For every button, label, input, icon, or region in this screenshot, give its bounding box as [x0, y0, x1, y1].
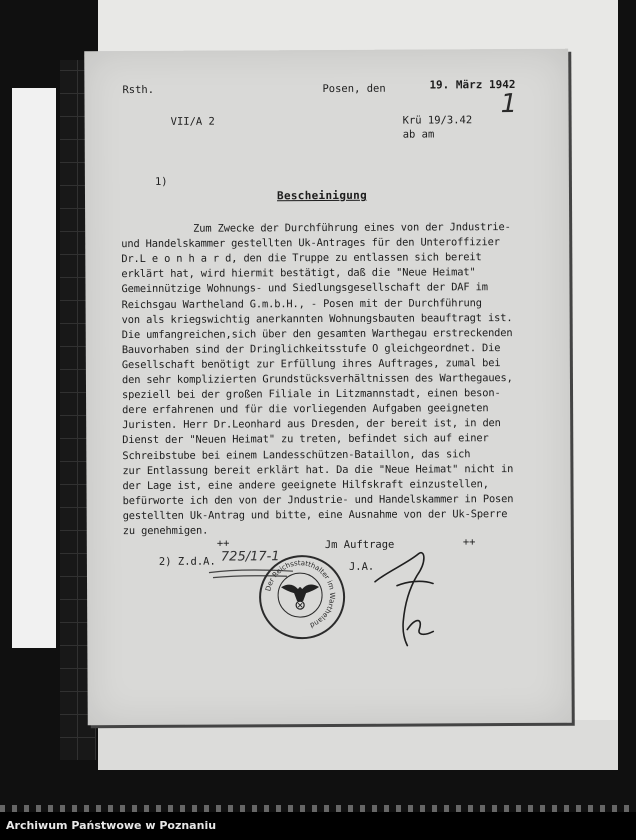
plus-right: ++: [462, 536, 476, 549]
handwritten-signature: [367, 541, 448, 651]
body-line: befürworte ich den von der Jndustrie- und Handelskammer in Posen: [122, 492, 514, 507]
body-line: Gesellschaft benötigt zur Erfüllung ihres Auftrages, zumal bei: [121, 356, 501, 371]
body-line: Gemeinnützige Wohnungs- und Siedlungsgesellschaft der DAF im: [121, 281, 488, 296]
official-stamp: [259, 555, 345, 639]
file-ref: VII/A 2: [170, 115, 215, 128]
document-title: Bescheinigung: [276, 188, 368, 203]
archive-name: Archiwum Państwowe w Poznaniu: [6, 819, 217, 832]
body-line: Bauvorhaben sind der Dringlichkeitsstufe O gleichgeordnet. Die: [121, 341, 501, 356]
stamp-text: Der Reichsstatthalter im Wartheland: [264, 559, 337, 630]
body-line: zur Entlassung bereit erklärt hat. Da die "Neue Heimat" nicht in: [122, 462, 514, 477]
zda-handwritten: 725/17-1: [220, 549, 280, 565]
handwritten-page-number: 1: [500, 89, 518, 120]
body-line: erklärt hat, wird hiermit bestätigt, daß die "Neue Heimat": [121, 266, 476, 281]
backing-paper-edge: [98, 720, 618, 770]
film-edge: [0, 805, 636, 812]
kru-ref: Krü 19/3.42: [402, 114, 473, 127]
body-line: Reichsgau Wartheland G.m.b.H., - Posen mit der Durchführung: [121, 296, 482, 311]
ab-am: ab am: [402, 128, 435, 141]
body-line: Die umfangreichen,sich über den gesamten Warthegau erstreckenden: [121, 326, 513, 341]
item-two: 2) Z.d.A.: [158, 555, 216, 568]
body-line: speziell bei der großen Filiale in Litzmannstadt, einen beson-: [122, 387, 501, 402]
light-strip: [12, 88, 56, 648]
ref-left: Rsth.: [122, 83, 155, 97]
im-auftrage: Jm Auftrage: [324, 538, 395, 552]
body-line: den sehr komplizierten Grundstücksverhältnissen des Warthegaues,: [121, 372, 513, 387]
body-line: gestellten Uk-Antrag und bitte, eine Ausnahme von der Uk-Sperre: [122, 507, 508, 522]
body-line: von als kriegswichtig anerkannten Wohnungsbauten beauftragt ist.: [121, 311, 513, 326]
body-line: zu genehmigen.: [122, 524, 209, 538]
body-line: Juristen. Herr Dr.Leonhard aus Dresden, der bereit ist, in den: [122, 417, 501, 432]
archive-footer: [0, 812, 636, 840]
body-line: Schreibstube bei einem Landesschützen-Bataillon, das sich: [122, 447, 471, 462]
body-line: Dienst der "Neuen Heimat" zu treten, befindet sich auf einer: [122, 432, 489, 447]
item-one: 1): [154, 175, 168, 188]
body-line: Dr.L e o n h a r d, den die Truppe zu entlassen sich bereit: [121, 251, 482, 266]
body-line: dere erfahrenen und für die vorliegenden Aufgaben geeigneten: [122, 402, 489, 417]
document-sheet: [84, 49, 572, 726]
body-line: und Handelskammer gestellten Uk-Antrages für den Unteroffizier: [121, 236, 500, 251]
body-line: Zum Zwecke der Durchführung eines von der Jndustrie-: [193, 221, 511, 235]
plus-left: ++: [216, 537, 230, 550]
city-date-label: Posen, den: [322, 82, 386, 96]
body-line: der Lage ist, eine andere geeignete Hilfskraft einzustellen,: [122, 477, 489, 492]
ja-label: J.A.: [348, 560, 375, 573]
document-date: 19. März 1942: [429, 78, 516, 92]
